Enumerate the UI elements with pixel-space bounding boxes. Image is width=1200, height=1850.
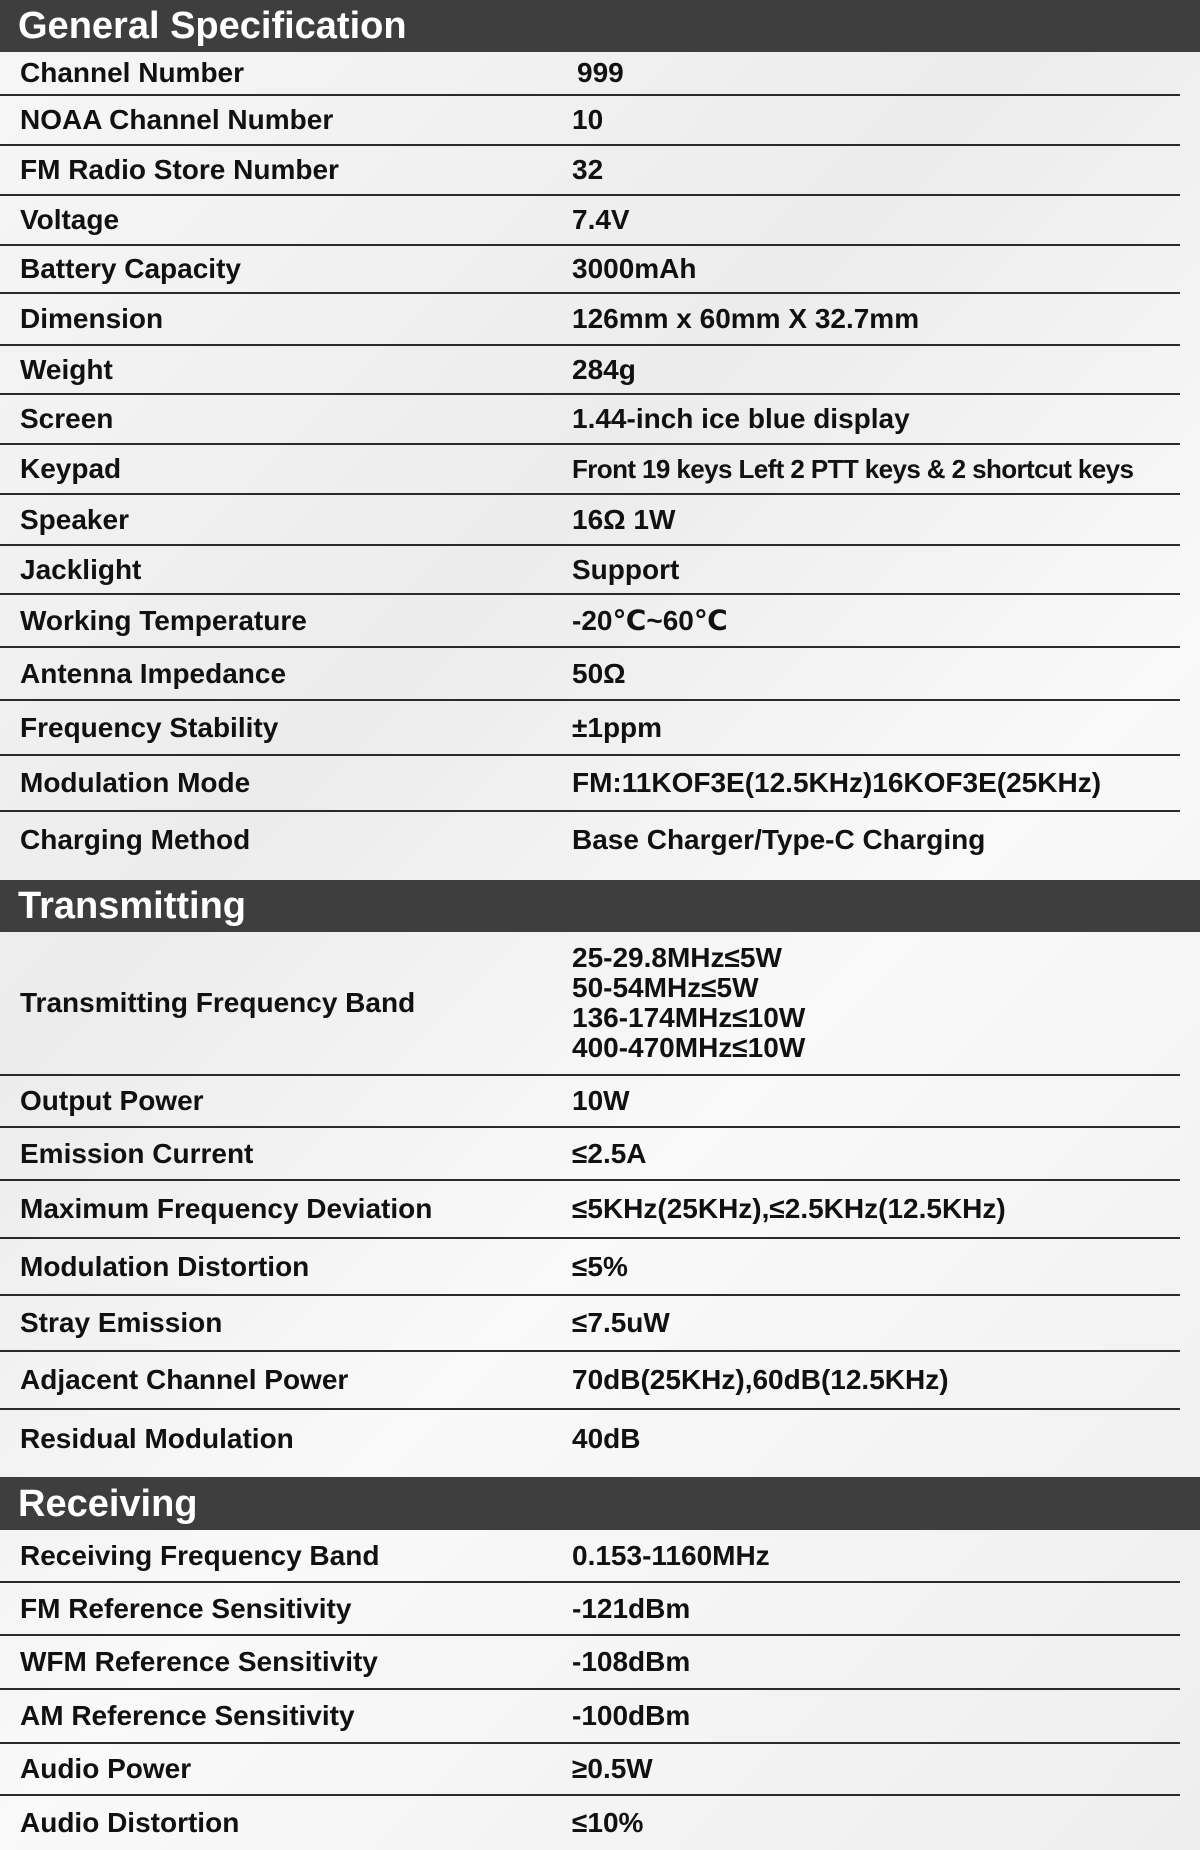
spec-row-voltage	[0, 196, 1180, 246]
spec-label: Frequency Stability	[20, 711, 279, 743]
spec-label: Weight	[20, 353, 113, 385]
spec-row-weight	[0, 346, 1180, 395]
spec-row-speaker	[0, 495, 1180, 546]
spec-label: Modulation Distortion	[20, 1250, 310, 1282]
section-header-receiving	[0, 1477, 1200, 1530]
spec-label: Residual Modulation	[20, 1423, 294, 1454]
spec-value: Base Charger/Type-C Charging	[572, 824, 986, 855]
spec-value: 10W	[572, 1085, 630, 1116]
spec-value: ≥0.5W	[572, 1753, 653, 1784]
band-value: 136-174MHz≤10W	[572, 1002, 806, 1033]
spec-row-dimension	[0, 294, 1180, 346]
spec-label: Maximum Frequency Deviation	[20, 1193, 433, 1224]
spec-value: 7.4V	[572, 204, 630, 235]
spec-row-residual-modulation	[0, 1410, 1180, 1468]
spec-label: Screen	[20, 403, 114, 434]
spec-row-output-power	[0, 1076, 1180, 1128]
spec-label: Transmitting Frequency Band	[20, 987, 416, 1018]
spec-value: 284g	[572, 353, 636, 385]
spec-value: Front 19 keys Left 2 PTT keys & 2 shortcut keys	[572, 453, 1134, 484]
spec-value: 126mm x 60mm X 32.7mm	[572, 303, 920, 334]
spec-value: -121dBm	[572, 1592, 691, 1624]
spec-value: ≤5%	[572, 1250, 628, 1282]
spec-value: 16Ω 1W	[572, 503, 676, 535]
spec-label: Audio Power	[20, 1753, 192, 1784]
spec-value: -108dBm	[572, 1646, 691, 1677]
spec-row-keypad	[0, 445, 1180, 495]
band-value: 400-470MHz≤10W	[572, 1032, 806, 1063]
spec-label: Battery Capacity	[20, 253, 241, 284]
spec-value: ≤10%	[572, 1807, 644, 1838]
band-value: 25-29.8MHz≤5W	[572, 942, 782, 973]
spec-row-am-reference-sensitivity	[0, 1690, 1180, 1744]
section-title-general: General Specification	[18, 5, 407, 47]
spec-value: ≤7.5uW	[572, 1307, 670, 1338]
spec-row-charging-method	[0, 812, 1180, 868]
spec-row-modulation-mode	[0, 756, 1180, 812]
spec-label: WFM Reference Sensitivity	[20, 1646, 378, 1677]
band-value: 50-54MHz≤5W	[572, 972, 759, 1003]
spec-label: FM Radio Store Number	[20, 154, 339, 185]
spec-value: 3000mAh	[572, 253, 697, 284]
spec-row-audio-power	[0, 1744, 1180, 1796]
spec-label: Audio Distortion	[20, 1807, 240, 1838]
spec-value: 10	[572, 104, 604, 135]
spec-value: ±1ppm	[572, 711, 663, 743]
spec-row-antenna-impedance	[0, 648, 1180, 701]
spec-value: 1.44-inch ice blue display	[572, 403, 910, 434]
section-title-transmitting: Transmitting	[18, 885, 247, 927]
spec-row-adjacent-channel-power	[0, 1352, 1180, 1410]
spec-value: 32	[572, 154, 604, 185]
spec-row-fm-reference-sensitivity	[0, 1583, 1180, 1636]
spec-value: 0.153-1160MHz	[572, 1539, 770, 1571]
spec-label: Emission Current	[20, 1137, 254, 1169]
spec-value: 70dB(25KHz),60dB(12.5KHz)	[572, 1364, 949, 1395]
spec-label: Charging Method	[20, 824, 251, 855]
spec-label: Channel Number	[20, 57, 245, 88]
spec-label: Working Temperature	[20, 604, 307, 636]
spec-row-stray-emission	[0, 1296, 1180, 1352]
spec-value: -20℃~60℃	[572, 605, 728, 636]
spec-label: Keypad	[20, 453, 122, 484]
spec-row-channel-number	[0, 52, 1180, 96]
band-value-list	[572, 943, 805, 1063]
spec-row-frequency-stability	[0, 701, 1180, 756]
spec-label: Antenna Impedance	[20, 657, 287, 689]
spec-label: Dimension	[20, 303, 164, 334]
spec-value: 50Ω	[572, 657, 626, 689]
spec-value: Support	[572, 553, 680, 585]
spec-label: Jacklight	[20, 553, 142, 585]
spec-label: NOAA Channel Number	[20, 104, 334, 135]
spec-value: FM:11KOF3E(12.5KHz)16KOF3E(25KHz)	[572, 767, 1102, 798]
spec-value: ≤2.5A	[572, 1137, 647, 1169]
spec-row-modulation-distortion	[0, 1239, 1180, 1296]
spec-label: Speaker	[20, 503, 129, 535]
spec-label: Voltage	[20, 204, 120, 235]
spec-label: AM Reference Sensitivity	[20, 1700, 355, 1731]
spec-row-audio-distortion	[0, 1796, 1180, 1850]
spec-value: 999	[577, 57, 624, 88]
spec-value: ≤5KHz(25KHz),≤2.5KHz(12.5KHz)	[572, 1193, 1006, 1224]
spec-row-emission-current	[0, 1128, 1180, 1181]
spec-row-receiving-frequency-band	[0, 1530, 1180, 1583]
spec-label: Output Power	[20, 1085, 204, 1116]
spec-label: Modulation Mode	[20, 767, 251, 798]
spec-label: Stray Emission	[20, 1307, 223, 1338]
spec-row-battery-capacity	[0, 246, 1180, 294]
spec-row-screen	[0, 395, 1180, 445]
spec-label: Receiving Frequency Band	[20, 1539, 380, 1571]
spec-value: 40dB	[572, 1423, 641, 1454]
spec-row-jacklight	[0, 546, 1180, 595]
spec-row-working-temperature	[0, 595, 1180, 648]
section-header-general	[0, 0, 1200, 52]
spec-row-wfm-reference-sensitivity	[0, 1636, 1180, 1690]
spec-label: Adjacent Channel Power	[20, 1364, 349, 1395]
spec-value: -100dBm	[572, 1700, 691, 1731]
spec-row-fm-radio-store-number	[0, 146, 1180, 196]
section-title-receiving: Receiving	[18, 1482, 198, 1525]
spec-row-maximum-frequency-deviation	[0, 1181, 1180, 1239]
section-header-transmitting	[0, 880, 1200, 932]
spec-row-transmitting-frequency-band	[0, 932, 1180, 1076]
spec-row-noaa-channel-number	[0, 96, 1180, 146]
spec-label: FM Reference Sensitivity	[20, 1592, 352, 1624]
